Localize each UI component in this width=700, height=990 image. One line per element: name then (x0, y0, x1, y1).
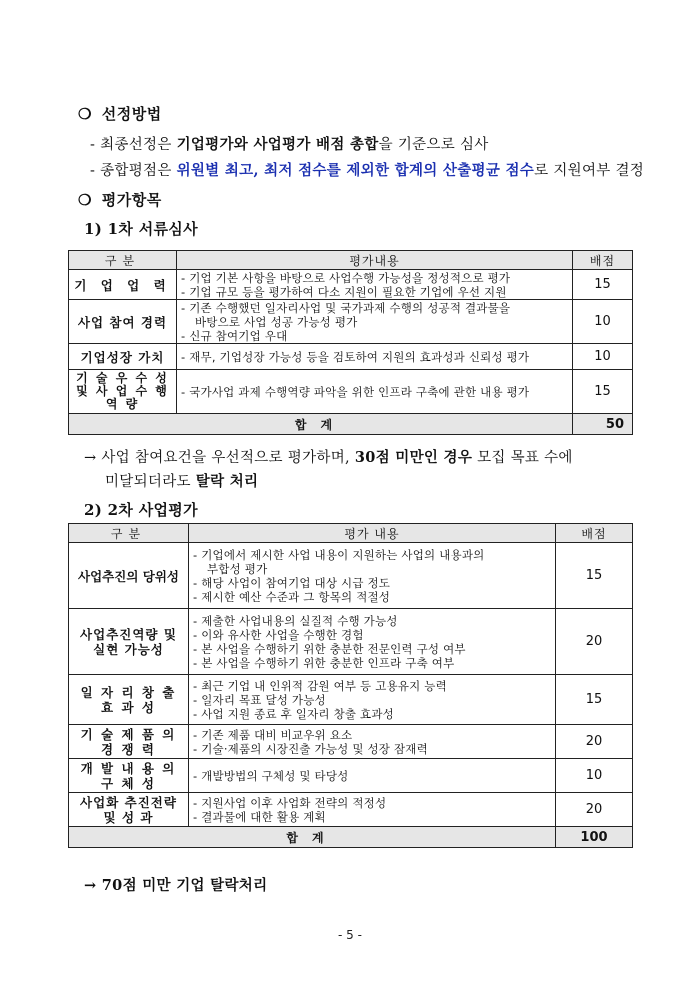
table-header-row (69, 251, 633, 270)
round2-title: 2) 2차 사업평가 (84, 501, 198, 519)
round1-note-line-2: 미달되더라도 탈락 처리 (105, 473, 259, 490)
table-total-row: 합계 50 (69, 414, 633, 435)
header-score: 배점 (556, 524, 633, 543)
header-category: 구분 (69, 251, 177, 270)
round2-table (68, 523, 633, 848)
table-row: 기업성장 가치 - 재무, 기업성장 가능성 등을 검토하여 지원의 효과성과 신뢰성 평가 10 (69, 344, 633, 370)
table-row: 사업 참여 경력 - 기존 수행했던 일자리사업 및 국가과제 수행의 성공적 결과물을 바탕으로 사업 성공 가능성 평가 - 신규 참여기업 우대 10 (69, 300, 633, 344)
section-heading-selection (78, 103, 162, 124)
header-content: 평가내용 (177, 251, 573, 270)
table-row: 기 업 업 력 - 기업 기본 사항을 바탕으로 사업수행 가능성을 정성적으로 평가 - 기업 규모 등을 평가하여 다소 지원이 필요한 기업에 우선 지원 15 (69, 270, 633, 300)
table-header-row (69, 524, 633, 543)
selection-line-2: - 종합평점은 위원별 최고, 최저 점수를 제외한 합계의 산출평균 점수로 지원여부 결정 (90, 162, 645, 179)
page-number: - 5 - (338, 928, 362, 942)
round1-table (68, 250, 633, 435)
table-total-row: 합계 100 (69, 827, 633, 848)
table-row: 기 술 우 수 성 및 사 업 수 행 역 량 - 국가사업 과제 수행역량 파악을 위한 인프라 구축에 관한 내용 평가 15 (69, 370, 633, 414)
round1-title: 1) 1차 서류심사 (84, 220, 198, 238)
table-row: 기 술 제 품 의 경 쟁 력 - 기존 제품 대비 비교우위 요소 - 기술·제품의 시장진출 가능성 및 성장 잠재력 20 (69, 725, 633, 759)
table-row: 사업화 추진전략 및 성 과 - 지원사업 이후 사업화 전략의 적정성 - 결과물에 대한 활용 계획 20 (69, 793, 633, 827)
table-row: 개 발 내 용 의 구 체 성 - 개발방법의 구체성 및 타당성 10 (69, 759, 633, 793)
table-row: 사업추진역량 및 실현 가능성 - 제출한 사업내용의 실질적 수행 가능성 - 이와 유사한 사업을 수행한 경험 - 본 사업을 수행하기 위한 충분한 전문인력 구성 여부 - 본 사업을 수행하기 위한 충분한 인프라 구축 여부 20 (69, 609, 633, 675)
table-row: 사업추진의 당위성 - 기업에서 제시한 사업 내용이 지원하는 사업의 내용과의 부합성 평가 - 해당 사업이 참여기업 대상 시급 정도 - 제시한 예산 수준과 그 항목의 적절성 15 (69, 543, 633, 609)
section-title: 선정방법 (101, 105, 162, 123)
header-category: 구분 (69, 524, 189, 543)
circle-bullet-icon: ❍ (78, 105, 92, 123)
section-heading-items (78, 189, 162, 210)
round2-note: → 70점 미만 기업 탈락처리 (84, 877, 268, 894)
selection-line-1: - 최종선정은 기업평가와 사업평가 배점 총합을 기준으로 심사 (90, 136, 489, 153)
round1-note-line-1: → 사업 참여요건을 우선적으로 평가하며, 30점 미만인 경우 모집 목표 수에 (84, 449, 573, 466)
header-content: 평가 내용 (189, 524, 556, 543)
table-row: 일 자 리 창 출 효 과 성 - 최근 기업 내 인위적 감원 여부 등 고용유지 능력 - 일자리 목표 달성 가능성 - 사업 지원 종료 후 일자리 창출 효과성 15 (69, 675, 633, 725)
circle-bullet-icon: ❍ (78, 191, 92, 209)
arrow-icon: → 사업 참여요건을 우선적으로 평가하며, (84, 450, 355, 466)
header-score: 배점 (573, 251, 633, 270)
section-title: 평가항목 (101, 191, 162, 209)
